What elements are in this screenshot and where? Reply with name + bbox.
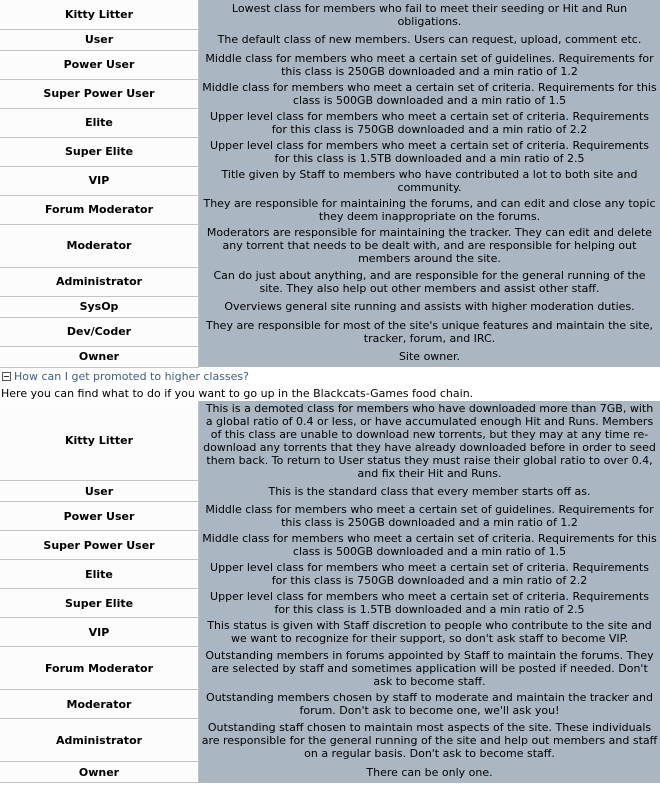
- faq-intro-text: Here you can find what to do if you want to go up in the Blackcats-Games food chain.: [1, 386, 474, 400]
- class-description: Overviews general site running and assists with higher moderation duties.: [199, 296, 660, 317]
- class-description: Can do just about anything, and are responsible for the general running of the site. They also help out other members and assist other staff.: [199, 267, 660, 296]
- class-row: [0, 0, 660, 29]
- class-name: Owner: [0, 762, 199, 783]
- class-row: [0, 50, 660, 79]
- class-row: [0, 531, 660, 560]
- class-description: This is the standard class that every member starts off as.: [199, 481, 660, 502]
- class-row: [0, 481, 660, 502]
- class-row: [0, 137, 660, 166]
- class-description: Upper level class for members who meet a certain set of criteria. Requirements for this class is 1.5TB downloaded and a min ratio of 2.5: [199, 137, 660, 166]
- faq-question-link[interactable]: How can I get promoted to higher classes?: [14, 370, 250, 383]
- class-row: [0, 690, 660, 719]
- class-row: [0, 317, 660, 346]
- class-row: [0, 502, 660, 531]
- class-description: Site owner.: [199, 346, 660, 367]
- class-description: Middle class for members who meet a certain set of criteria. Requirements for this class is 500GB downloaded and a min ratio of 1.5: [199, 531, 660, 560]
- class-name: Kitty Litter: [0, 0, 199, 29]
- class-row: [0, 224, 660, 267]
- class-name: Super Power User: [0, 79, 199, 108]
- class-row: [0, 560, 660, 589]
- class-description: Outstanding members in forums appointed by Staff to maintain the forums. They are selected by staff and sometimes application will be posted if needed. Don't ask to become staff.: [199, 647, 660, 690]
- class-description: The default class of new members. Users can request, upload, comment etc.: [199, 29, 660, 50]
- class-description: They are responsible for most of the site's unique features and maintain the site, tracker, forum, and IRC.: [199, 317, 660, 346]
- class-description: Middle class for members who meet a certain set of guidelines. Requirements for this class is 250GB downloaded and a min ratio of 1.2: [199, 50, 660, 79]
- class-row: [0, 401, 660, 481]
- class-row: [0, 79, 660, 108]
- class-row: [0, 346, 660, 367]
- class-row: [0, 762, 660, 783]
- class-name: Super Power User: [0, 531, 199, 560]
- class-name: Power User: [0, 502, 199, 531]
- class-name: Elite: [0, 108, 199, 137]
- class-row: [0, 29, 660, 50]
- class-description: Upper level class for members who meet a certain set of criteria. Requirements for this class is 750GB downloaded and a min ratio of 2.2: [199, 560, 660, 589]
- class-description: Lowest class for members who fail to meet their seeding or Hit and Run obligations.: [199, 0, 660, 29]
- class-row: [0, 296, 660, 317]
- class-name: User: [0, 29, 199, 50]
- class-description: There can be only one.: [199, 762, 660, 783]
- class-description: This status is given with Staff discretion to people who contribute to the site and we want to recognize for their support, so don't ask staff to become VIP.: [199, 618, 660, 647]
- class-name: Owner: [0, 346, 199, 367]
- class-row: [0, 618, 660, 647]
- class-name: Dev/Coder: [0, 317, 199, 346]
- class-name: Kitty Litter: [0, 401, 199, 481]
- class-name: Administrator: [0, 719, 199, 762]
- collapse-toggle-icon[interactable]: [2, 372, 11, 381]
- class-name: Forum Moderator: [0, 195, 199, 224]
- class-name: VIP: [0, 618, 199, 647]
- class-row: [0, 589, 660, 618]
- class-description: Middle class for members who meet a certain set of guidelines. Requirements for this class is 250GB downloaded and a min ratio of 1.2: [199, 502, 660, 531]
- class-description: Moderators are responsible for maintaining the tracker. They can edit and delete any torrent that needs to be dealt with, and are responsible for helping out members around the site.: [199, 224, 660, 267]
- class-name: Forum Moderator: [0, 647, 199, 690]
- class-description: Upper level class for members who meet a certain set of criteria. Requirements for this class is 750GB downloaded and a min ratio of 2.2: [199, 108, 660, 137]
- class-row: [0, 195, 660, 224]
- class-name: Power User: [0, 50, 199, 79]
- class-row: [0, 719, 660, 762]
- class-name: Super Elite: [0, 589, 199, 618]
- class-description: Outstanding staff chosen to maintain most aspects of the site. These individuals are responsible for the general running of the site and help out members and staff on a regular basis. Don't ask to become staff.: [199, 719, 660, 762]
- class-row: [0, 647, 660, 690]
- class-row: [0, 108, 660, 137]
- class-name: VIP: [0, 166, 199, 195]
- class-description: They are responsible for maintaining the forums, and can edit and close any topic they deem inappropriate on the forums.: [199, 195, 660, 224]
- class-name: Super Elite: [0, 137, 199, 166]
- class-description: Upper level class for members who meet a certain set of criteria. Requirements for this class is 1.5TB downloaded and a min ratio of 2.5: [199, 589, 660, 618]
- class-name: Moderator: [0, 690, 199, 719]
- faq-question-row[interactable]: [0, 368, 660, 386]
- class-name: Administrator: [0, 267, 199, 296]
- class-name: SysOp: [0, 296, 199, 317]
- class-row: [0, 166, 660, 195]
- promotion-classes-table: [0, 401, 660, 784]
- class-description: This is a demoted class for members who have downloaded more than 7GB, with a global ratio of 0.4 or less, or have accumulated enough Hit and Runs. Members of this class are unable to download new torrents, but they may at any time re-download any torrents that they have already downloaded before in order to seed them back. To return to User status they must raise their global ratio to over 0.4, and fix their Hit and Runs.: [199, 401, 660, 481]
- user-classes-table: [0, 0, 660, 368]
- class-description: Middle class for members who meet a certain set of criteria. Requirements for this class is 500GB downloaded and a min ratio of 1.5: [199, 79, 660, 108]
- class-description: Outstanding members chosen by staff to moderate and maintain the tracker and forum. Don't ask to become one, we'll ask you!: [199, 690, 660, 719]
- class-name: Elite: [0, 560, 199, 589]
- class-row: [0, 267, 660, 296]
- class-name: Moderator: [0, 224, 199, 267]
- class-name: User: [0, 481, 199, 502]
- class-description: Title given by Staff to members who have contributed a lot to both site and community.: [199, 166, 660, 195]
